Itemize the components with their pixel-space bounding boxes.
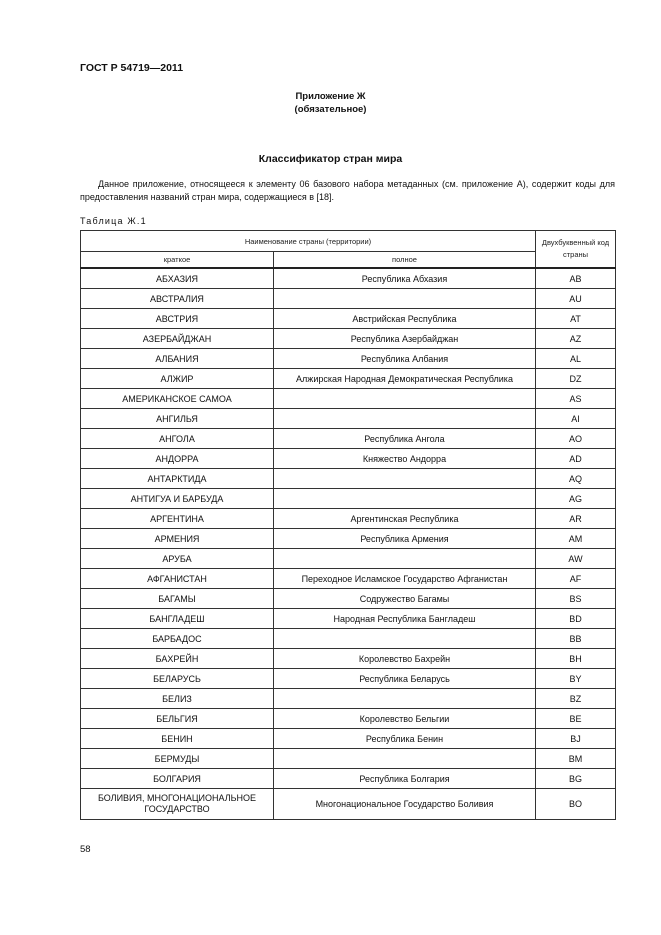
table-row — [81, 289, 616, 309]
cell-country-code: AR — [536, 509, 616, 529]
cell-full-name: Республика Азербайджан — [274, 329, 536, 349]
table-row — [81, 329, 616, 349]
cell-country-code: BD — [536, 609, 616, 629]
cell-short-name: АРГЕНТИНА — [81, 509, 274, 529]
cell-country-code: BZ — [536, 689, 616, 709]
table-row — [81, 769, 616, 789]
cell-full-name — [274, 289, 536, 309]
table-row — [81, 609, 616, 629]
table-row — [81, 469, 616, 489]
cell-short-name: АФГАНИСТАН — [81, 569, 274, 589]
classifier-title: Классификатор стран мира — [258, 153, 403, 165]
cell-short-name: АБХАЗИЯ — [81, 268, 274, 289]
cell-short-name: АРУБА — [81, 549, 274, 569]
table-row — [81, 669, 616, 689]
cell-full-name: Республика Беларусь — [274, 669, 536, 689]
cell-full-name: Народная Республика Бангладеш — [274, 609, 536, 629]
cell-short-name: АЗЕРБАЙДЖАН — [81, 329, 274, 349]
table-row — [81, 489, 616, 509]
cell-short-name: АНГИЛЬЯ — [81, 409, 274, 429]
cell-full-name — [274, 409, 536, 429]
cell-full-name: Австрийская Республика — [274, 309, 536, 329]
table-body — [81, 268, 616, 820]
table-row — [81, 429, 616, 449]
cell-short-name: БАХРЕЙН — [81, 649, 274, 669]
cell-full-name: Республика Болгария — [274, 769, 536, 789]
table-row — [81, 749, 616, 769]
cell-short-name: АНТИГУА И БАРБУДА — [81, 489, 274, 509]
table-row — [81, 549, 616, 569]
table-row — [81, 729, 616, 749]
page-number: 58 — [80, 844, 91, 855]
table-row — [81, 529, 616, 549]
cell-full-name: Республика Албания — [274, 349, 536, 369]
cell-country-code: BJ — [536, 729, 616, 749]
cell-full-name: Республика Бенин — [274, 729, 536, 749]
cell-short-name: АНТАРКТИДА — [81, 469, 274, 489]
cell-full-name: Многонациональное Государство Боливия — [274, 789, 536, 820]
header-full: полное — [274, 252, 536, 269]
cell-short-name: АНДОРРА — [81, 449, 274, 469]
table-row — [81, 268, 616, 289]
cell-short-name: БЕРМУДЫ — [81, 749, 274, 769]
cell-country-code: AO — [536, 429, 616, 449]
cell-country-code: AB — [536, 268, 616, 289]
cell-full-name — [274, 549, 536, 569]
cell-country-code: BO — [536, 789, 616, 820]
cell-country-code: DZ — [536, 369, 616, 389]
cell-full-name — [274, 489, 536, 509]
table-row — [81, 389, 616, 409]
cell-short-name: АЛБАНИЯ — [81, 349, 274, 369]
cell-short-name: АНГОЛА — [81, 429, 274, 449]
cell-short-name: АВСТРАЛИЯ — [81, 289, 274, 309]
table-row — [81, 569, 616, 589]
cell-short-name: БАНГЛАДЕШ — [81, 609, 274, 629]
cell-short-name: АРМЕНИЯ — [81, 529, 274, 549]
cell-country-code: BS — [536, 589, 616, 609]
cell-short-name: БОЛГАРИЯ — [81, 769, 274, 789]
cell-full-name: Республика Ангола — [274, 429, 536, 449]
appendix-subtitle: (обязательное) — [294, 104, 367, 115]
cell-short-name: БЕЛИЗ — [81, 689, 274, 709]
standard-header: ГОСТ Р 54719—2011 — [80, 62, 184, 74]
cell-country-code: AM — [536, 529, 616, 549]
table-row — [81, 409, 616, 429]
countries-table — [80, 230, 616, 820]
cell-full-name: Княжество Андорра — [274, 449, 536, 469]
cell-full-name: Республика Абхазия — [274, 268, 536, 289]
cell-full-name: Содружество Багамы — [274, 589, 536, 609]
appendix-title: Приложение Ж — [295, 91, 366, 102]
cell-country-code: AL — [536, 349, 616, 369]
table-row — [81, 589, 616, 609]
table-row — [81, 309, 616, 329]
table-row — [81, 709, 616, 729]
cell-short-name: БЕНИН — [81, 729, 274, 749]
table-row — [81, 789, 616, 820]
cell-short-name: БЕЛЬГИЯ — [81, 709, 274, 729]
cell-country-code: BY — [536, 669, 616, 689]
table-row — [81, 689, 616, 709]
cell-short-name: БАРБАДОС — [81, 629, 274, 649]
cell-country-code: AG — [536, 489, 616, 509]
cell-country-code: AD — [536, 449, 616, 469]
cell-country-code: BB — [536, 629, 616, 649]
cell-short-name: БАГАМЫ — [81, 589, 274, 609]
cell-country-code: AU — [536, 289, 616, 309]
cell-short-name: БЕЛАРУСЬ — [81, 669, 274, 689]
cell-country-code: BM — [536, 749, 616, 769]
header-short: краткое — [81, 252, 274, 269]
table-row — [81, 509, 616, 529]
table-row — [81, 369, 616, 389]
cell-full-name — [274, 629, 536, 649]
cell-full-name: Алжирская Народная Демократическая Республика — [274, 369, 536, 389]
cell-country-code: AS — [536, 389, 616, 409]
cell-full-name: Республика Армения — [274, 529, 536, 549]
header-country-name: Наименование страны (территории) — [81, 231, 536, 252]
cell-full-name: Королевство Бельгии — [274, 709, 536, 729]
cell-full-name: Переходное Исламское Государство Афганистан — [274, 569, 536, 589]
table-row — [81, 649, 616, 669]
table-row — [81, 449, 616, 469]
cell-full-name: Аргентинская Республика — [274, 509, 536, 529]
intro-paragraph: Данное приложение, относящееся к элементу 06 базового набора метаданных (см. приложение А), содержит коды для предоставления названий стран мира, содержащиеся в [18]. — [80, 179, 615, 202]
table-row — [81, 349, 616, 369]
cell-country-code: AZ — [536, 329, 616, 349]
cell-country-code: BG — [536, 769, 616, 789]
cell-short-name: АЛЖИР — [81, 369, 274, 389]
cell-full-name — [274, 749, 536, 769]
cell-country-code: AQ — [536, 469, 616, 489]
table-label: Таблица Ж.1 — [80, 216, 147, 226]
cell-short-name: АВСТРИЯ — [81, 309, 274, 329]
cell-country-code: BE — [536, 709, 616, 729]
cell-full-name: Королевство Бахрейн — [274, 649, 536, 669]
cell-full-name — [274, 469, 536, 489]
cell-full-name — [274, 689, 536, 709]
table-row — [81, 629, 616, 649]
header-code: Двухбуквенный код страны — [536, 231, 616, 269]
cell-full-name — [274, 389, 536, 409]
cell-country-code: AT — [536, 309, 616, 329]
cell-country-code: BH — [536, 649, 616, 669]
cell-country-code: AF — [536, 569, 616, 589]
cell-short-name: БОЛИВИЯ, МНОГОНАЦИОНАЛЬНОЕ ГОСУДАРСТВО — [81, 789, 274, 820]
cell-country-code: AW — [536, 549, 616, 569]
cell-short-name: АМЕРИКАНСКОЕ САМОА — [81, 389, 274, 409]
cell-country-code: AI — [536, 409, 616, 429]
